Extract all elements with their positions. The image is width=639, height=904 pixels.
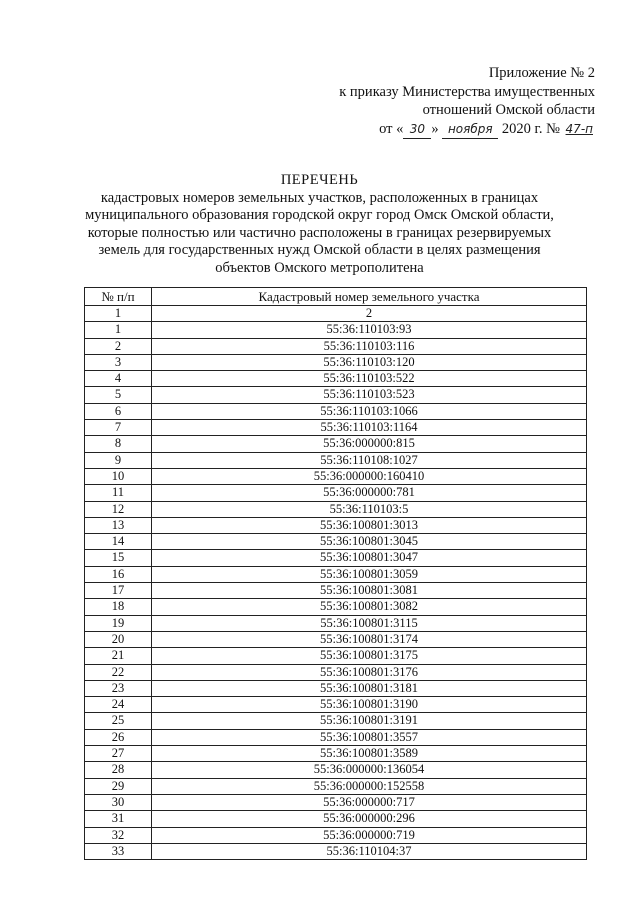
appendix-line-2: к приказу Министерства имущественных bbox=[339, 83, 595, 100]
row-number-cell: 4 bbox=[85, 371, 152, 387]
row-number-cell: 28 bbox=[85, 762, 152, 778]
row-number-cell: 17 bbox=[85, 583, 152, 599]
cadastral-number-cell: 55:36:100801:3191 bbox=[152, 713, 587, 729]
table-row bbox=[85, 420, 587, 436]
column-number-2: 2 bbox=[152, 306, 587, 322]
handwritten-order-number: 47-п bbox=[565, 121, 593, 136]
cadastral-number-cell: 55:36:110103:120 bbox=[152, 354, 587, 370]
row-number-cell: 18 bbox=[85, 599, 152, 615]
table-row bbox=[85, 387, 587, 403]
table-row bbox=[85, 664, 587, 680]
cadastral-number-cell: 55:36:100801:3013 bbox=[152, 517, 587, 533]
cadastral-number-cell: 55:36:110103:522 bbox=[152, 371, 587, 387]
table-row bbox=[85, 534, 587, 550]
row-number-cell: 10 bbox=[85, 468, 152, 484]
row-number-cell: 22 bbox=[85, 664, 152, 680]
table-row bbox=[85, 599, 587, 615]
row-number-cell: 3 bbox=[85, 354, 152, 370]
cadastral-number-cell: 55:36:100801:3045 bbox=[152, 534, 587, 550]
cadastral-number-cell: 55:36:110103:93 bbox=[152, 322, 587, 338]
row-number-cell: 5 bbox=[85, 387, 152, 403]
cadastral-number-cell: 55:36:100801:3589 bbox=[152, 746, 587, 762]
cadastral-number-cell: 55:36:110108:1027 bbox=[152, 452, 587, 468]
cadastral-number-cell: 55:36:000000:815 bbox=[152, 436, 587, 452]
row-number-cell: 13 bbox=[85, 517, 152, 533]
row-number-cell: 1 bbox=[85, 322, 152, 338]
row-number-cell: 15 bbox=[85, 550, 152, 566]
table-row bbox=[85, 648, 587, 664]
year-text: 2020 г. № bbox=[501, 120, 560, 137]
table-row bbox=[85, 811, 587, 827]
column-number-row bbox=[85, 306, 587, 322]
table-row bbox=[85, 436, 587, 452]
appendix-line-1: Приложение № 2 bbox=[488, 65, 595, 81]
table-row bbox=[85, 485, 587, 501]
header-number: № п/п bbox=[85, 288, 152, 306]
cadastral-number-cell: 55:36:100801:3059 bbox=[152, 566, 587, 582]
date-mid: » bbox=[431, 120, 439, 137]
row-number-cell: 6 bbox=[85, 403, 152, 419]
row-number-cell: 31 bbox=[85, 811, 152, 827]
table-row bbox=[85, 403, 587, 419]
cadastral-number-cell: 55:36:100801:3174 bbox=[152, 631, 587, 647]
table-row bbox=[85, 566, 587, 582]
cadastral-number-cell: 55:36:100801:3175 bbox=[152, 648, 587, 664]
title-line-5: объектов Омского метрополитена bbox=[215, 259, 424, 276]
cadastral-number-cell: 55:36:110103:523 bbox=[152, 387, 587, 403]
cadastral-number-cell: 55:36:000000:719 bbox=[152, 827, 587, 843]
table-row bbox=[85, 322, 587, 338]
row-number-cell: 8 bbox=[85, 436, 152, 452]
cadastral-number-cell: 55:36:110103:5 bbox=[152, 501, 587, 517]
table-body bbox=[85, 306, 587, 860]
row-number-cell: 25 bbox=[85, 713, 152, 729]
table-row bbox=[85, 501, 587, 517]
table-row bbox=[85, 713, 587, 729]
table-row bbox=[85, 583, 587, 599]
table-row bbox=[85, 338, 587, 354]
row-number-cell: 23 bbox=[85, 680, 152, 696]
appendix-line-3: отношений Омской области bbox=[422, 102, 595, 118]
row-number-cell: 11 bbox=[85, 485, 152, 501]
row-number-cell: 24 bbox=[85, 697, 152, 713]
table-row bbox=[85, 371, 587, 387]
table-row bbox=[85, 827, 587, 843]
title-heading: ПЕРЕЧЕНЬ bbox=[280, 172, 359, 188]
table-row bbox=[85, 468, 587, 484]
table-row bbox=[85, 452, 587, 468]
cadastral-number-cell: 55:36:100801:3176 bbox=[152, 664, 587, 680]
appendix-note bbox=[339, 64, 595, 139]
document-title bbox=[60, 172, 579, 278]
table-row bbox=[85, 794, 587, 810]
row-number-cell: 30 bbox=[85, 794, 152, 810]
cadastral-number-cell: 55:36:100801:3557 bbox=[152, 729, 587, 745]
cadastral-number-cell: 55:36:100801:3047 bbox=[152, 550, 587, 566]
row-number-cell: 27 bbox=[85, 746, 152, 762]
table-row bbox=[85, 843, 587, 859]
table-row bbox=[85, 697, 587, 713]
cadastral-number-cell: 55:36:100801:3115 bbox=[152, 615, 587, 631]
table-row bbox=[85, 615, 587, 631]
handwritten-month: ноября bbox=[442, 120, 498, 140]
cadastral-number-cell: 55:36:100801:3181 bbox=[152, 680, 587, 696]
cadastral-number-cell: 55:36:100801:3190 bbox=[152, 697, 587, 713]
cadastral-number-cell: 55:36:110104:37 bbox=[152, 843, 587, 859]
cadastral-number-cell: 55:36:100801:3082 bbox=[152, 599, 587, 615]
cadastral-number-cell: 55:36:110103:1066 bbox=[152, 403, 587, 419]
row-number-cell: 2 bbox=[85, 338, 152, 354]
cadastral-number-cell: 55:36:000000:152558 bbox=[152, 778, 587, 794]
title-line-3: которые полностью или частично расположены в границах резервируемых bbox=[87, 224, 552, 241]
table-row bbox=[85, 762, 587, 778]
title-line-2: муниципального образования городской округ город Омск Омской области, bbox=[85, 207, 554, 224]
header-cadastral-number: Кадастровый номер земельного участка bbox=[152, 288, 587, 306]
title-line-4: земель для государственных нужд Омской области в целях размещения bbox=[98, 242, 541, 259]
table-header-row bbox=[85, 288, 587, 306]
cadastral-table bbox=[84, 287, 587, 860]
table-row bbox=[85, 631, 587, 647]
date-prefix: от « bbox=[379, 120, 404, 137]
cadastral-number-cell: 55:36:100801:3081 bbox=[152, 583, 587, 599]
row-number-cell: 12 bbox=[85, 501, 152, 517]
row-number-cell: 14 bbox=[85, 534, 152, 550]
row-number-cell: 9 bbox=[85, 452, 152, 468]
row-number-cell: 26 bbox=[85, 729, 152, 745]
order-date-line bbox=[339, 120, 595, 140]
table-row bbox=[85, 550, 587, 566]
cadastral-number-cell: 55:36:110103:1164 bbox=[152, 420, 587, 436]
row-number-cell: 33 bbox=[85, 843, 152, 859]
cadastral-number-cell: 55:36:110103:116 bbox=[152, 338, 587, 354]
cadastral-number-cell: 55:36:000000:717 bbox=[152, 794, 587, 810]
row-number-cell: 32 bbox=[85, 827, 152, 843]
column-number-1: 1 bbox=[85, 306, 152, 322]
handwritten-day: 30 bbox=[403, 120, 431, 140]
row-number-cell: 29 bbox=[85, 778, 152, 794]
table-row bbox=[85, 729, 587, 745]
table-row bbox=[85, 517, 587, 533]
row-number-cell: 21 bbox=[85, 648, 152, 664]
cadastral-number-cell: 55:36:000000:781 bbox=[152, 485, 587, 501]
row-number-cell: 20 bbox=[85, 631, 152, 647]
title-line-1: кадастровых номеров земельных участков, расположенных в границах bbox=[100, 189, 539, 206]
table-row bbox=[85, 680, 587, 696]
row-number-cell: 7 bbox=[85, 420, 152, 436]
table-row bbox=[85, 354, 587, 370]
row-number-cell: 16 bbox=[85, 566, 152, 582]
table-row bbox=[85, 746, 587, 762]
cadastral-number-cell: 55:36:000000:136054 bbox=[152, 762, 587, 778]
table-row bbox=[85, 778, 587, 794]
row-number-cell: 19 bbox=[85, 615, 152, 631]
cadastral-number-cell: 55:36:000000:296 bbox=[152, 811, 587, 827]
cadastral-number-cell: 55:36:000000:160410 bbox=[152, 468, 587, 484]
